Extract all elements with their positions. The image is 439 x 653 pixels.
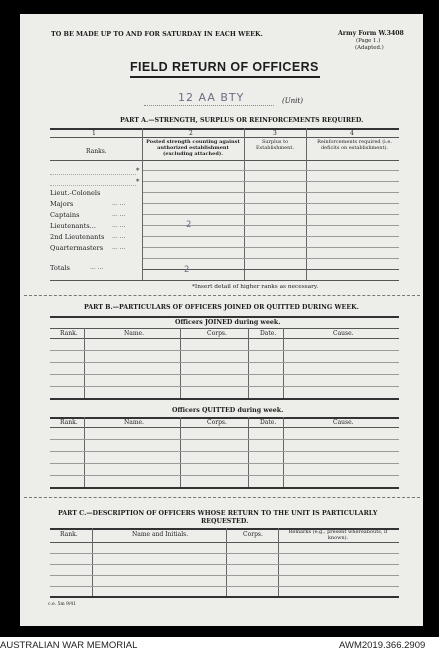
footer-accession-number: AWM2019.366.2909 [339,640,426,651]
unit-label: (Unit) [282,97,303,105]
part-c-col-corps: Corps. [243,531,263,538]
handwritten-totals-count: 2 [184,265,190,275]
print-code: c.e. 5m 9/41 [48,602,77,607]
rank-label-lieutenants: Lieutenants... [50,222,96,230]
part-c-heading-line2: REQUESTED. [201,518,249,525]
title-underline [130,76,320,78]
part-c-row-line [50,553,399,554]
part-a-row-line [143,181,399,182]
part-c-separator [24,497,420,498]
part-a-row-line [143,192,399,193]
rank-label-captains: Captains [50,211,80,219]
part-a-heading: PART A.—STRENGTH, SURPLUS OR REINFORCEMENTS REQUIRED. [120,117,364,124]
joined-header-rule [50,338,399,339]
rank-asterisk-1: * [136,167,140,175]
part-c-col-remarks: Remarks (e.g., present whereabouts, if known). [288,529,388,541]
joined-col-corps: Corps. [207,330,227,337]
part-a-header-posted: Posted strength counting against authorized establishment (excluding attached). [146,139,240,157]
part-a-header-bottom-rule [50,160,399,161]
rank-leader: ... ... [90,264,104,271]
part-a-footnote: *Insert detail of higher ranks as necessary. [192,284,319,290]
quitted-divider [283,417,284,487]
page-title: FIELD RETURN OF OFFICERS [130,60,319,74]
part-a-row-line [143,203,399,204]
rank-blank-line-1 [50,174,136,175]
form-number: Army Form W.3408 [338,30,404,37]
rank-blank-line-2 [50,185,136,186]
rank-label-quartermasters: Quartermasters [50,244,104,252]
part-a-row-line [143,258,399,259]
part-c-col-rank: Rank. [60,531,78,538]
footer-institution: AUSTRALIAN WAR MEMORIAL [0,640,138,651]
joined-divider [84,328,85,398]
part-a-col-number-2: 2 [189,130,193,137]
form-page [20,14,423,626]
quitted-col-name: Name. [124,419,144,426]
part-b-heading: PART B.—PARTICULARS OF OFFICERS JOINED OR QUITTED DURING WEEK. [84,304,359,311]
part-c-row-line [50,586,399,587]
part-a-top-rule [50,128,399,130]
rank-label-majors: Majors [50,200,74,208]
quitted-divider [248,417,249,487]
part-a-row-line [143,236,399,237]
joined-divider [283,328,284,398]
joined-col-rank: Rank. [60,330,78,337]
joined-col-name: Name. [124,330,144,337]
unit-dotted-line [144,105,274,106]
quitted-col-corps: Corps. [207,419,227,426]
quitted-title: Officers QUITTED during week. [172,407,284,414]
part-a-totals-rule [143,269,399,270]
quitted-row-line [50,451,399,452]
rank-asterisk-2: * [136,178,140,186]
quitted-header-rule [50,427,399,428]
part-a-row-line [143,225,399,226]
rank-leader: ... ... [112,211,126,218]
part-b-separator [24,295,420,296]
part-a-row-line [143,170,399,171]
quitted-row-line [50,475,399,476]
part-c-row-line [50,575,399,576]
joined-divider [180,328,181,398]
part-a-header-ranks: Ranks. [86,148,107,155]
quitted-bottom-rule [50,487,399,489]
part-a-row-line [143,247,399,248]
joined-title-rule [50,328,399,329]
part-a-row-line [143,214,399,215]
rank-label-lieut-colonels: Lieut.-Colonels [50,189,101,197]
joined-divider [248,328,249,398]
quitted-col-date: Date. [260,419,277,426]
joined-col-cause: Cause. [333,330,354,337]
rank-leader: ... ... [112,222,126,229]
rank-leader: ... ... [112,244,126,251]
form-adapted: (Adapted.) [355,45,384,51]
quitted-col-cause: Cause. [333,419,354,426]
archive-footer [0,637,439,653]
quitted-divider [84,417,85,487]
part-a-number-rule [50,137,399,138]
part-c-bottom-rule [50,596,399,598]
joined-row-line [50,386,399,387]
joined-row-line [50,350,399,351]
joined-top-rule [50,316,399,318]
joined-bottom-rule [50,398,399,400]
part-c-heading-line1: PART C.—DESCRIPTION OF OFFICERS WHOSE RETURN TO THE UNIT IS PARTICULARLY [58,510,378,517]
part-a-col-number-1: 1 [92,130,96,137]
part-a-col-number-4: 4 [350,130,354,137]
part-a-header-surplus: Surplus to Establishment. [256,139,294,151]
unit-handwritten: 12 AA BTY [178,91,245,104]
part-a-header-reinforcements: Reinforcements required (i.e. deficits on establishment). [317,139,392,151]
form-page-number: (Page 1.) [356,38,381,44]
part-c-row-line [50,564,399,565]
part-a-bottom-rule [50,280,399,281]
joined-col-date: Date. [260,330,277,337]
rank-leader: ... ... [112,200,126,207]
joined-row-line [50,362,399,363]
handwritten-lieutenants-count: 2 [186,220,192,230]
header-instruction: TO BE MADE UP TO AND FOR SATURDAY IN EACH WEEK. [51,30,263,38]
joined-row-line [50,374,399,375]
rank-label-totals: Totals [50,264,70,272]
quitted-divider [180,417,181,487]
joined-title: Officers JOINED during week. [175,319,281,326]
rank-label-2nd-lieutenants: 2nd Lieutenants [50,233,105,241]
part-c-header-rule [50,542,399,543]
quitted-row-line [50,439,399,440]
part-a-col-number-3: 3 [273,130,277,137]
quitted-col-rank: Rank. [60,419,78,426]
part-c-col-name: Name and Initials. [132,531,189,538]
quitted-row-line [50,463,399,464]
rank-leader: ... ... [112,233,126,240]
